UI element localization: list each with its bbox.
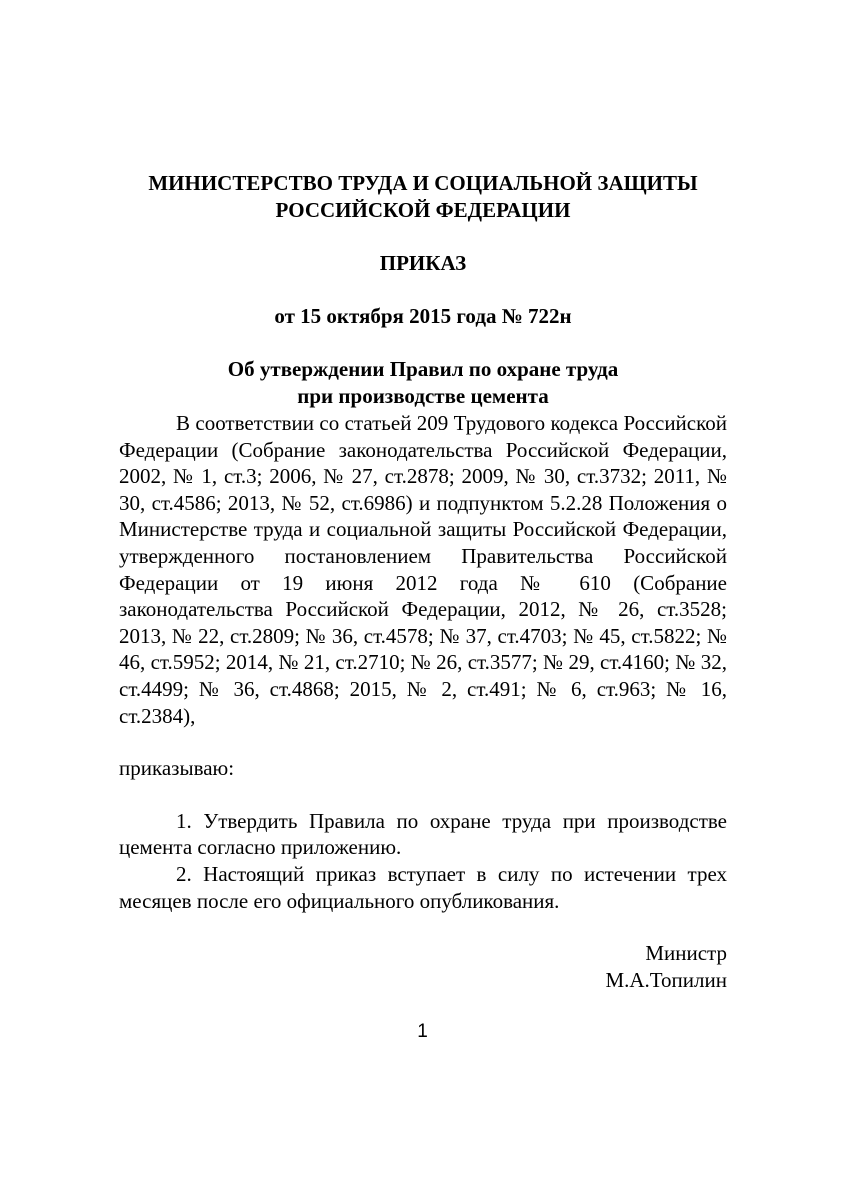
document-page xyxy=(119,170,727,994)
order-item-1: 1. Утвердить Правила по охране труда при производстве цемента согласно приложению. xyxy=(119,808,727,860)
preamble-paragraph: В соответствии со статьей 209 Трудового кодекса Российской Федерации (Собрание законодательства Российской Федерации, 2002, № 1, ст.3; 2006, № 27, ст.2878; 2009, № 30, ст.3732; 2011, № 30, ст.4586; 2013, № 52, ст.6986) и подпунктом 5.2.28 Положения о Министерстве труда и социальной защиты Российской Федерации, утвержденного постановлением Правительства Российской Федерации от 19 июня 2012 года № 610 (Собрание законодательства Российской Федерации, 2012, № 26, ст.3528; 2013, № 22, ст.2809; № 36, ст.4578; № 37, ст.4703; № 45, ст.5822; № 46, ст.5952; 2014, № 21, ст.2710; № 26, ст.3577; № 29, ст.4160; № 32, ст.4499; № 36, ст.4868; 2015, № 2, ст.491; № 6, ст.963; № 16, ст.2384), xyxy=(119,411,727,728)
subject-line-2: при производстве цемента xyxy=(297,384,549,408)
signature-position: Министр xyxy=(645,941,727,966)
ministry-name xyxy=(119,170,727,224)
order-date-number: от 15 октября 2015 года № 722н xyxy=(274,304,572,328)
page-number: 1 xyxy=(417,1021,428,1042)
ministry-line-2: РОССИЙСКОЙ ФЕДЕРАЦИИ xyxy=(275,198,571,222)
order-subject xyxy=(119,356,727,410)
ministry-line-1: МИНИСТЕРСТВО ТРУДА И СОЦИАЛЬНОЙ ЗАЩИТЫ xyxy=(148,171,698,195)
document-type: ПРИКАЗ xyxy=(379,251,467,275)
signature-name: М.А.Топилин xyxy=(605,968,727,993)
document-body xyxy=(119,410,727,914)
order-item-2: 2. Настоящий приказ вступает в силу по истечении трех месяцев после его официального опубликования. xyxy=(119,861,727,913)
subject-line-1: Об утверждении Правил по охране труда xyxy=(227,357,619,381)
decree-word: приказываю: xyxy=(119,756,235,781)
signature-block xyxy=(119,940,727,994)
document-header xyxy=(119,170,727,410)
